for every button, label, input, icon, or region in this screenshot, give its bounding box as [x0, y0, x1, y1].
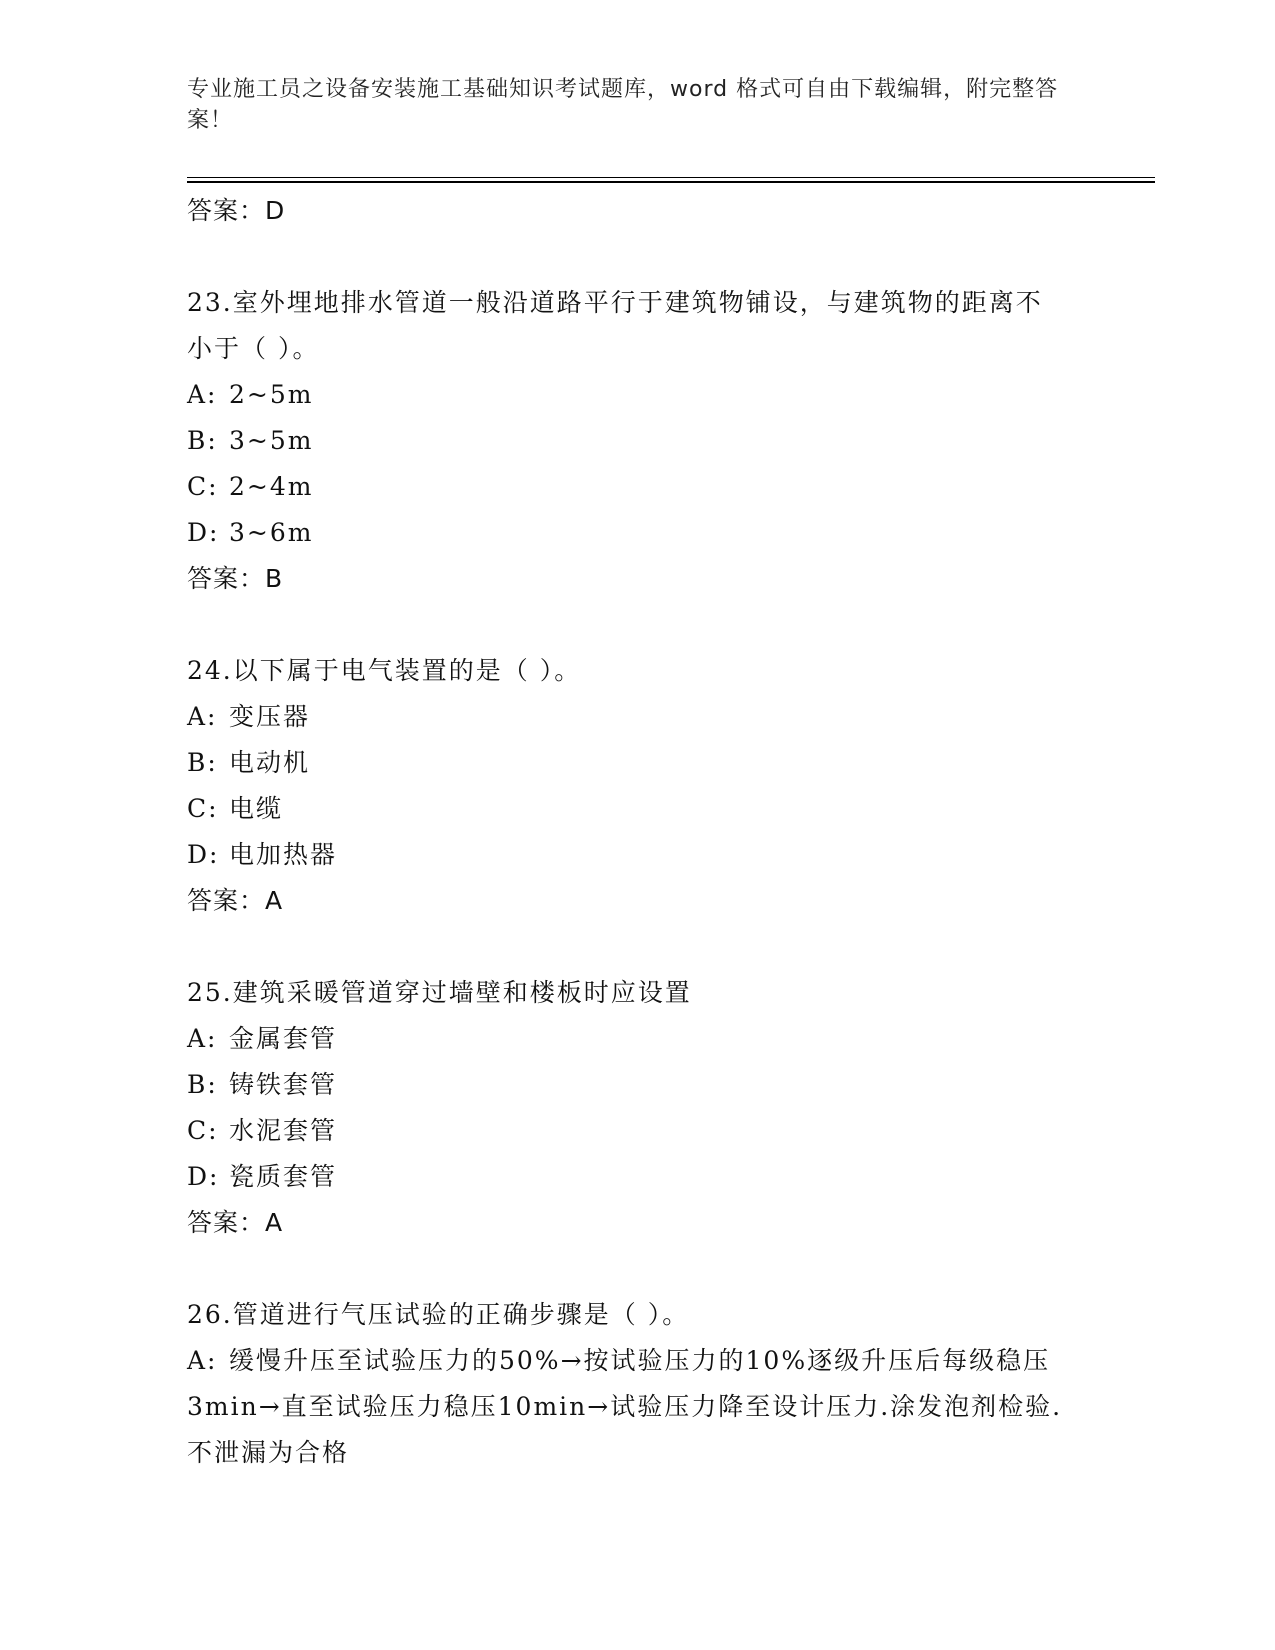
question-stem: 23.室外埋地排水管道一般沿道路平行于建筑物铺设，与建筑物的距离不小于（ ）。: [187, 288, 1043, 363]
question-stem: 24.以下属于电气装置的是（ ）。: [187, 656, 582, 685]
document-header: 专业施工员之设备安装施工基础知识考试题库，word 格式可自由下载编辑，附完整答案！: [187, 77, 1059, 133]
question-list: [187, 188, 1087, 1476]
option-text: 2~5m: [229, 380, 314, 409]
option-label: B:: [187, 748, 218, 777]
header-divider-thin: [187, 177, 1155, 178]
option-d: [187, 832, 1087, 878]
option-text: 瓷质套管: [229, 1162, 338, 1191]
option-b: [187, 1062, 1087, 1108]
option-label: A:: [187, 702, 218, 731]
option-text: 金属套管: [229, 1024, 338, 1053]
option-d: [187, 1154, 1087, 1200]
answer: 答案：A: [187, 886, 284, 915]
option-label: C:: [187, 794, 219, 823]
spacer: [187, 924, 1087, 970]
option-text: 2~4m: [229, 472, 314, 501]
option-label: A:: [187, 1346, 218, 1375]
option-label: C:: [187, 472, 219, 501]
option-label: D:: [187, 840, 220, 869]
option-text: 水泥套管: [229, 1116, 338, 1145]
previous-answer: 答案：D: [187, 196, 286, 225]
option-text: 3~5m: [229, 426, 314, 455]
answer: 答案：B: [187, 564, 284, 593]
option-label: C:: [187, 1116, 219, 1145]
option-text: 变压器: [229, 702, 311, 731]
option-label: A:: [187, 1024, 218, 1053]
option-a: [187, 694, 1087, 740]
option-text: 3~6m: [229, 518, 314, 547]
option-text: 电加热器: [229, 840, 338, 869]
spacer: [187, 602, 1087, 648]
spacer: [187, 234, 1087, 280]
option-c: [187, 786, 1087, 832]
option-label: D:: [187, 518, 220, 547]
spacer: [187, 1246, 1087, 1292]
question-stem: 25.建筑采暖管道穿过墙壁和楼板时应设置: [187, 978, 692, 1007]
question-stem: 26.管道进行气压试验的正确步骤是（ ）。: [187, 1300, 690, 1329]
option-a: [187, 1338, 1067, 1476]
answer: 答案：A: [187, 1208, 284, 1237]
option-b: [187, 418, 1087, 464]
option-label: A:: [187, 380, 218, 409]
option-text: 铸铁套管: [229, 1070, 338, 1099]
header-divider-thick: [187, 181, 1155, 183]
option-a: [187, 1016, 1087, 1062]
option-label: B:: [187, 1070, 218, 1099]
option-c: [187, 464, 1087, 510]
option-d: [187, 510, 1087, 556]
option-text: 缓慢升压至试验压力的50%→按试验压力的10%逐级升压后每级稳压3min→直至试验压力稳压10min→试验压力降至设计压力.涂发泡剂检验.不泄漏为合格: [187, 1346, 1063, 1467]
option-text: 电动机: [229, 748, 311, 777]
option-label: D:: [187, 1162, 220, 1191]
option-label: B:: [187, 426, 218, 455]
option-b: [187, 740, 1087, 786]
option-text: 电缆: [229, 794, 284, 823]
option-c: [187, 1108, 1087, 1154]
option-a: [187, 372, 1087, 418]
